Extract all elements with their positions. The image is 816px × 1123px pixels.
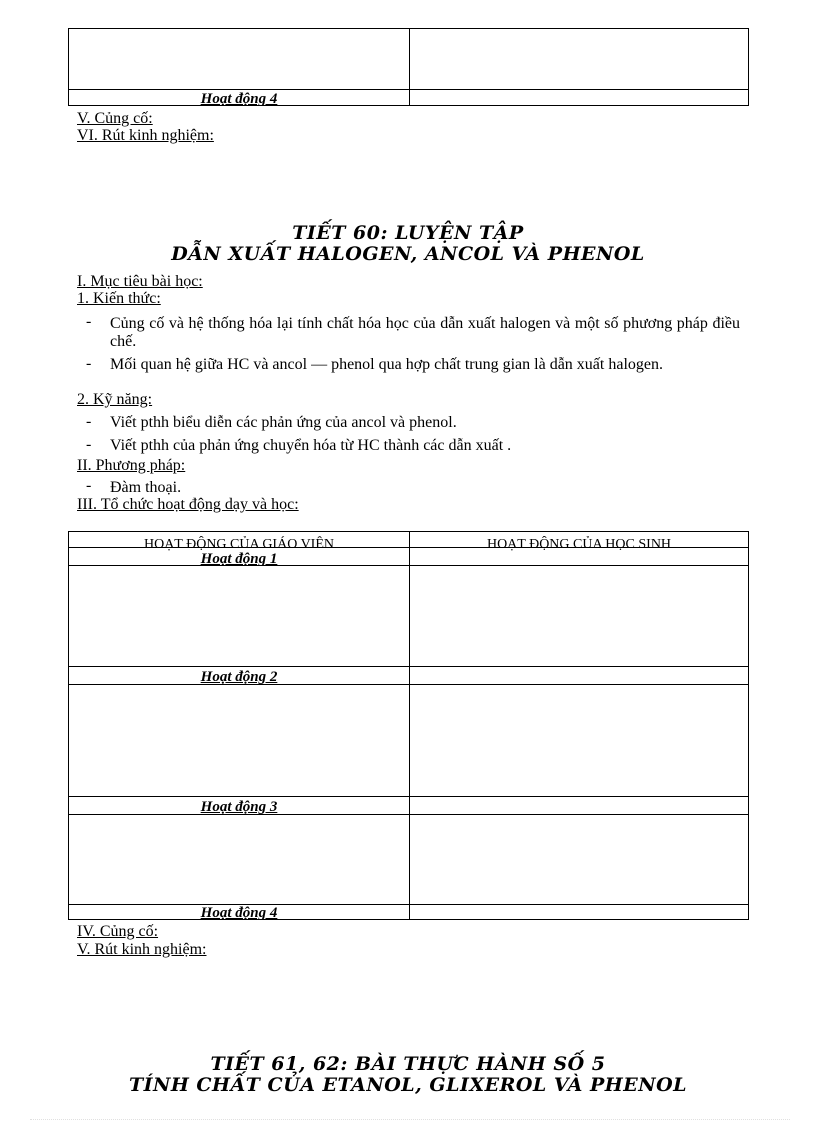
bullet-dash: -	[86, 313, 92, 330]
bullet-dash: -	[86, 477, 92, 494]
ky-nang-item: Viết pthh của phản ứng chuyển hóa từ HC thành các dẫn xuất .	[110, 437, 512, 454]
activity-4-label: Hoạt động 4	[200, 91, 278, 107]
section-rut-kinh-nghiem-top: VI. Rút kinh nghiệm:	[77, 127, 214, 144]
activity-4-label: Hoạt động 4	[200, 905, 278, 921]
activity-3-label: Hoạt động 3	[200, 799, 278, 815]
section-cung-co-top: V. Củng cố:	[77, 110, 153, 127]
table-row-divider	[69, 547, 748, 548]
column-header-student: HOẠT ĐỘNG CỦA HỌC SINH	[486, 537, 672, 552]
bullet-dash: -	[86, 436, 92, 453]
lesson-60-title: TIẾT 60: LUYỆN TẬP	[292, 222, 524, 244]
table-row-divider	[69, 684, 748, 685]
table-row-divider	[69, 666, 748, 667]
page-bottom-edge	[30, 1119, 790, 1120]
heading-phuong-phap: II. Phương pháp:	[77, 457, 186, 474]
table-column-divider	[409, 29, 410, 105]
column-header-teacher: HOẠT ĐỘNG CỦA GIÁO VIÊN	[143, 537, 335, 552]
section-rut-kinh-nghiem: V. Rút kinh nghiệm:	[77, 941, 207, 958]
heading-muc-tieu: I. Mục tiêu bài học:	[77, 273, 203, 290]
table-row-divider	[69, 565, 748, 566]
kien-thuc-item: Củng cố và hệ thống hóa lại tính chất hóa học của dẫn xuất halogen và một số phương pháp điều chế.	[110, 315, 740, 350]
table-row-divider	[69, 904, 748, 905]
section-cung-co: IV. Củng cố:	[77, 923, 159, 940]
table-column-divider	[409, 532, 410, 919]
table-row-divider	[69, 814, 748, 815]
heading-ky-nang: 2. Kỹ năng:	[77, 391, 153, 408]
activity-2-label: Hoạt động 2	[200, 669, 278, 685]
phuong-phap-item: Đàm thoại.	[110, 479, 182, 496]
kien-thuc-item: Mối quan hệ giữa HC và ancol — phenol qua hợp chất trung gian là dẫn xuất halogen.	[110, 356, 663, 373]
bullet-dash: -	[86, 355, 92, 372]
lesson-60-activity-table	[68, 531, 749, 920]
heading-to-chuc: III. Tổ chức hoạt động dạy và học:	[77, 496, 299, 513]
lesson-61-title: TIẾT 61, 62: BÀI THỰC HÀNH SỐ 5	[210, 1053, 606, 1075]
ky-nang-item: Viết pthh biểu diễn các phản ứng của ancol và phenol.	[110, 414, 457, 431]
table-row-divider	[69, 89, 748, 90]
bullet-dash: -	[86, 413, 92, 430]
top-activity-table	[68, 28, 749, 106]
lesson-61-subtitle: TÍNH CHẤT CỦA ETANOL, GLIXEROL VÀ PHENOL	[128, 1074, 688, 1096]
table-row-divider	[69, 796, 748, 797]
lesson-60-subtitle: DẪN XUẤT HALOGEN, ANCOL VÀ PHENOL	[171, 243, 645, 265]
heading-kien-thuc: 1. Kiến thức:	[77, 290, 161, 307]
activity-1-label: Hoạt động 1	[200, 551, 278, 567]
